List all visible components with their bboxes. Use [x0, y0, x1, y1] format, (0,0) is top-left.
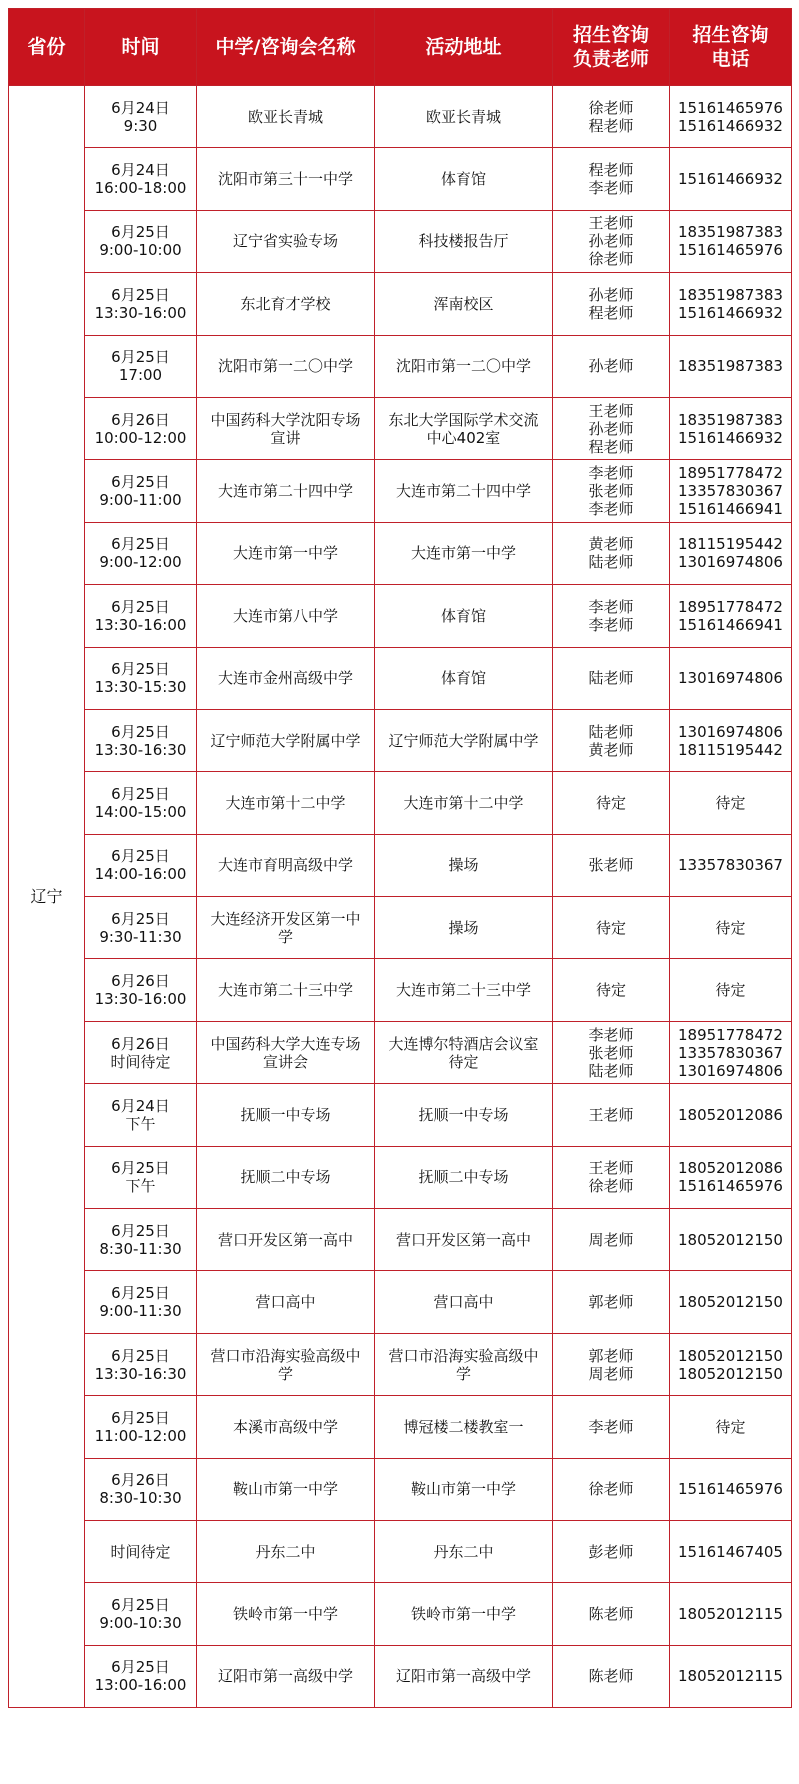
- table-row: [9, 1645, 792, 1707]
- address-cell: 大连市第二十四中学: [375, 460, 553, 522]
- phone-cell: 待定: [670, 897, 792, 959]
- header-time: 时间: [85, 9, 197, 86]
- teacher-cell: 李老师 张老师 李老师: [553, 460, 670, 522]
- time-cell: 6月25日 9:00-10:30: [85, 1583, 197, 1645]
- teacher-cell: 孙老师 程老师: [553, 273, 670, 335]
- school-cell: 大连市第十二中学: [197, 772, 375, 834]
- teacher-cell: 李老师 张老师 陆老师: [553, 1021, 670, 1083]
- header-province: 省份: [9, 9, 85, 86]
- table-row: [9, 1583, 792, 1645]
- teacher-cell: 程老师 李老师: [553, 148, 670, 210]
- phone-cell: 18351987383 15161466932: [670, 397, 792, 459]
- address-cell: 体育馆: [375, 148, 553, 210]
- teacher-cell: 陈老师: [553, 1583, 670, 1645]
- school-cell: 抚顺一中专场: [197, 1084, 375, 1146]
- table-row: [9, 1146, 792, 1208]
- school-cell: 大连市第八中学: [197, 585, 375, 647]
- table-row: [9, 1271, 792, 1333]
- teacher-cell: 王老师 孙老师 程老师: [553, 397, 670, 459]
- time-cell: 6月25日 11:00-12:00: [85, 1396, 197, 1458]
- phone-cell: 15161465976: [670, 1458, 792, 1520]
- header-address: 活动地址: [375, 9, 553, 86]
- school-cell: 大连市育明高级中学: [197, 834, 375, 896]
- address-cell: 辽阳市第一高级中学: [375, 1645, 553, 1707]
- time-cell: 6月25日 17:00: [85, 335, 197, 397]
- school-cell: 中国药科大学大连专场 宣讲会: [197, 1021, 375, 1083]
- table-row: [9, 1209, 792, 1271]
- address-cell: 营口市沿海实验高级中 学: [375, 1333, 553, 1395]
- teacher-cell: 待定: [553, 897, 670, 959]
- time-cell: 6月25日 13:30-16:30: [85, 709, 197, 771]
- address-cell: 营口开发区第一高中: [375, 1209, 553, 1271]
- school-cell: 大连市第一中学: [197, 522, 375, 584]
- time-cell: 6月26日 时间待定: [85, 1021, 197, 1083]
- header-school: 中学/咨询会名称: [197, 9, 375, 86]
- teacher-cell: 待定: [553, 959, 670, 1021]
- table-row: [9, 460, 792, 522]
- phone-cell: 18052012115: [670, 1583, 792, 1645]
- table-row: [9, 273, 792, 335]
- phone-cell: 18351987383 15161465976: [670, 210, 792, 272]
- table-row: [9, 834, 792, 896]
- address-cell: 沈阳市第一二〇中学: [375, 335, 553, 397]
- teacher-cell: 李老师 李老师: [553, 585, 670, 647]
- school-cell: 大连经济开发区第一中 学: [197, 897, 375, 959]
- teacher-cell: 陈老师: [553, 1645, 670, 1707]
- time-cell: 6月25日 13:30-15:30: [85, 647, 197, 709]
- school-cell: 东北育才学校: [197, 273, 375, 335]
- school-cell: 丹东二中: [197, 1520, 375, 1582]
- phone-cell: 15161467405: [670, 1520, 792, 1582]
- school-cell: 辽阳市第一高级中学: [197, 1645, 375, 1707]
- table-row: [9, 397, 792, 459]
- time-cell: 6月26日 13:30-16:00: [85, 959, 197, 1021]
- school-cell: 营口开发区第一高中: [197, 1209, 375, 1271]
- school-cell: 大连市第二十四中学: [197, 460, 375, 522]
- school-cell: 中国药科大学沈阳专场 宣讲: [197, 397, 375, 459]
- school-cell: 沈阳市第三十一中学: [197, 148, 375, 210]
- phone-cell: 18951778472 15161466941: [670, 585, 792, 647]
- address-cell: 体育馆: [375, 585, 553, 647]
- phone-cell: 15161466932: [670, 148, 792, 210]
- teacher-cell: 郭老师: [553, 1271, 670, 1333]
- table-wrapper: [8, 8, 792, 1708]
- school-cell: 本溪市高级中学: [197, 1396, 375, 1458]
- phone-cell: 18351987383: [670, 335, 792, 397]
- address-cell: 大连市第十二中学: [375, 772, 553, 834]
- table-row: [9, 1396, 792, 1458]
- consultation-schedule-table: [8, 8, 792, 1708]
- school-cell: 铁岭市第一中学: [197, 1583, 375, 1645]
- table-row: [9, 86, 792, 148]
- teacher-cell: 郭老师 周老师: [553, 1333, 670, 1395]
- phone-cell: 待定: [670, 772, 792, 834]
- table-row: [9, 1520, 792, 1582]
- time-cell: 6月25日 9:00-10:00: [85, 210, 197, 272]
- time-cell: 6月25日 14:00-15:00: [85, 772, 197, 834]
- table-row: [9, 335, 792, 397]
- phone-cell: 15161465976 15161466932: [670, 86, 792, 148]
- address-cell: 操场: [375, 834, 553, 896]
- table-row: [9, 897, 792, 959]
- school-cell: 营口市沿海实验高级中 学: [197, 1333, 375, 1395]
- school-cell: 辽宁师范大学附属中学: [197, 709, 375, 771]
- address-cell: 科技楼报告厅: [375, 210, 553, 272]
- address-cell: 浑南校区: [375, 273, 553, 335]
- phone-cell: 18951778472 13357830367 13016974806: [670, 1021, 792, 1083]
- phone-cell: 18052012086: [670, 1084, 792, 1146]
- school-cell: 大连市金州高级中学: [197, 647, 375, 709]
- teacher-cell: 王老师 徐老师: [553, 1146, 670, 1208]
- table-row: [9, 1021, 792, 1083]
- table-row: [9, 1333, 792, 1395]
- teacher-cell: 徐老师 程老师: [553, 86, 670, 148]
- phone-cell: 18052012150: [670, 1271, 792, 1333]
- address-cell: 鞍山市第一中学: [375, 1458, 553, 1520]
- school-cell: 大连市第二十三中学: [197, 959, 375, 1021]
- time-cell: 6月25日 下午: [85, 1146, 197, 1208]
- table-row: [9, 709, 792, 771]
- time-cell: 6月24日 下午: [85, 1084, 197, 1146]
- time-cell: 6月25日 13:30-16:00: [85, 585, 197, 647]
- teacher-cell: 陆老师 黄老师: [553, 709, 670, 771]
- time-cell: 6月25日 9:30-11:30: [85, 897, 197, 959]
- header-teacher: 招生咨询 负责老师: [553, 9, 670, 86]
- province-cell: 辽宁: [9, 86, 85, 1708]
- time-cell: 6月26日 10:00-12:00: [85, 397, 197, 459]
- address-cell: 铁岭市第一中学: [375, 1583, 553, 1645]
- address-cell: 抚顺二中专场: [375, 1146, 553, 1208]
- phone-cell: 13016974806 18115195442: [670, 709, 792, 771]
- address-cell: 体育馆: [375, 647, 553, 709]
- header-row: [9, 9, 792, 86]
- school-cell: 沈阳市第一二〇中学: [197, 335, 375, 397]
- phone-cell: 待定: [670, 959, 792, 1021]
- address-cell: 操场: [375, 897, 553, 959]
- time-cell: 6月24日 16:00-18:00: [85, 148, 197, 210]
- table-row: [9, 585, 792, 647]
- address-cell: 欧亚长青城: [375, 86, 553, 148]
- school-cell: 辽宁省实验专场: [197, 210, 375, 272]
- teacher-cell: 王老师 孙老师 徐老师: [553, 210, 670, 272]
- table-row: [9, 148, 792, 210]
- teacher-cell: 彭老师: [553, 1520, 670, 1582]
- address-cell: 辽宁师范大学附属中学: [375, 709, 553, 771]
- phone-cell: 13357830367: [670, 834, 792, 896]
- address-cell: 大连市第二十三中学: [375, 959, 553, 1021]
- teacher-cell: 陆老师: [553, 647, 670, 709]
- teacher-cell: 孙老师: [553, 335, 670, 397]
- time-cell: 6月25日 8:30-11:30: [85, 1209, 197, 1271]
- school-cell: 鞍山市第一中学: [197, 1458, 375, 1520]
- table-row: [9, 959, 792, 1021]
- school-cell: 欧亚长青城: [197, 86, 375, 148]
- teacher-cell: 李老师: [553, 1396, 670, 1458]
- teacher-cell: 张老师: [553, 834, 670, 896]
- address-cell: 抚顺一中专场: [375, 1084, 553, 1146]
- phone-cell: 18115195442 13016974806: [670, 522, 792, 584]
- table-row: [9, 1084, 792, 1146]
- teacher-cell: 王老师: [553, 1084, 670, 1146]
- time-cell: 6月24日 9:30: [85, 86, 197, 148]
- phone-cell: 18052012150 18052012150: [670, 1333, 792, 1395]
- time-cell: 6月25日 9:00-11:00: [85, 460, 197, 522]
- header-phone: 招生咨询 电话: [670, 9, 792, 86]
- school-cell: 营口高中: [197, 1271, 375, 1333]
- table-row: [9, 647, 792, 709]
- table-row: [9, 772, 792, 834]
- address-cell: 大连市第一中学: [375, 522, 553, 584]
- teacher-cell: 黄老师 陆老师: [553, 522, 670, 584]
- time-cell: 6月25日 13:30-16:00: [85, 273, 197, 335]
- phone-cell: 13016974806: [670, 647, 792, 709]
- table-body: [9, 86, 792, 1708]
- teacher-cell: 周老师: [553, 1209, 670, 1271]
- phone-cell: 18351987383 15161466932: [670, 273, 792, 335]
- phone-cell: 18052012115: [670, 1645, 792, 1707]
- phone-cell: 18052012086 15161465976: [670, 1146, 792, 1208]
- time-cell: 时间待定: [85, 1520, 197, 1582]
- table-row: [9, 210, 792, 272]
- teacher-cell: 徐老师: [553, 1458, 670, 1520]
- phone-cell: 18951778472 13357830367 15161466941: [670, 460, 792, 522]
- address-cell: 大连博尔特酒店会议室 待定: [375, 1021, 553, 1083]
- table-row: [9, 1458, 792, 1520]
- address-cell: 博冠楼二楼教室一: [375, 1396, 553, 1458]
- phone-cell: 待定: [670, 1396, 792, 1458]
- phone-cell: 18052012150: [670, 1209, 792, 1271]
- time-cell: 6月25日 13:00-16:00: [85, 1645, 197, 1707]
- time-cell: 6月26日 8:30-10:30: [85, 1458, 197, 1520]
- address-cell: 东北大学国际学术交流 中心402室: [375, 397, 553, 459]
- teacher-cell: 待定: [553, 772, 670, 834]
- address-cell: 营口高中: [375, 1271, 553, 1333]
- time-cell: 6月25日 14:00-16:00: [85, 834, 197, 896]
- time-cell: 6月25日 13:30-16:30: [85, 1333, 197, 1395]
- address-cell: 丹东二中: [375, 1520, 553, 1582]
- school-cell: 抚顺二中专场: [197, 1146, 375, 1208]
- time-cell: 6月25日 9:00-12:00: [85, 522, 197, 584]
- time-cell: 6月25日 9:00-11:30: [85, 1271, 197, 1333]
- table-row: [9, 522, 792, 584]
